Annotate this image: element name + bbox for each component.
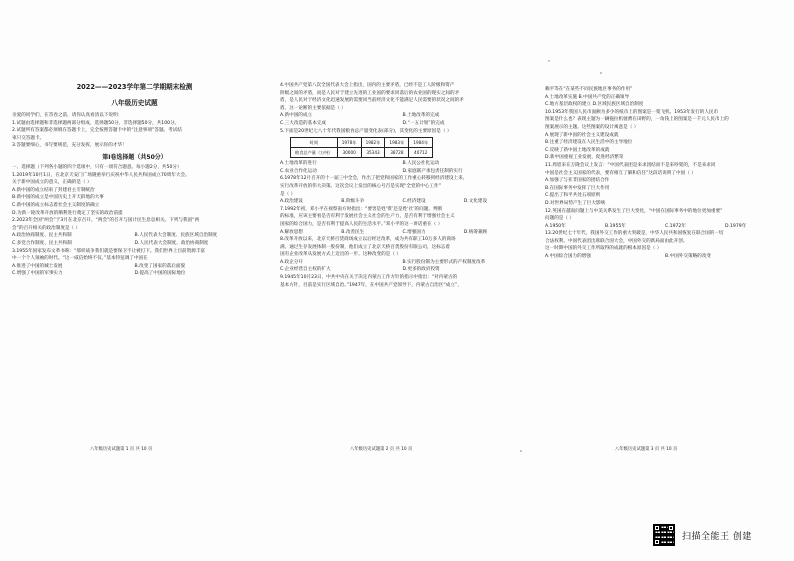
question-6-line: 实行改革开放的伟大决策。这次会议上发出的核心号召是实现“全党的中心工作”: [280, 183, 441, 189]
question-10-line: 图案展示的主题。这些图案的设计寓意是（ ）: [545, 124, 639, 130]
question-1: 1.2019年10月1日，在北京天安门广场隆重举行庆祝中华人民共和国成立70周年大会。: [12, 172, 190, 178]
table-cell: 时间: [291, 138, 338, 148]
notice-line: 束只交答题卡。: [12, 135, 45, 141]
question-13-line: 这一时期中国的外交工作所取得的成就的根本原因是（ ）: [545, 246, 662, 252]
option: B.人民公社化运动: [402, 161, 440, 167]
question-4-line: 4.中国共产党第八次全国代表大会上指出，国内的主要矛盾，已经不是工人阶级和资产: [280, 83, 455, 88]
question-7-line: 国家的综合国力，是否有利于提高人民的生活水平。”邓小平的这一讲话重在（ ）: [280, 221, 443, 227]
table-cell: 30000: [337, 148, 361, 158]
option: D.人民代表大会制度、政治协商制度: [134, 240, 209, 246]
option: B.中国外交策略的改变: [665, 254, 711, 260]
option: A.政治建设: [280, 199, 303, 205]
question-2-options: [12, 232, 257, 247]
table-cell: 1978年: [337, 138, 361, 148]
option: B.改善民生: [341, 229, 365, 235]
option: D.提高了中国的国际地位: [134, 271, 186, 277]
scan-speck: [548, 60, 550, 62]
option: C.增强国力: [402, 229, 426, 235]
option: A.中国综合国力的增强: [545, 254, 591, 260]
question-1-option: D.为新一轮改革开放的顺利进行奠定了坚实的政治前提: [12, 210, 123, 216]
table-row: [291, 148, 433, 158]
question-11-option: A.加强了与亚非国家的团结合作: [545, 178, 610, 184]
option: C.三大改造的基本完成: [280, 120, 327, 126]
page-1-column: [12, 82, 257, 442]
question-10-line: 图案是什么也？表现主题为一辆拖拉机驰骋在田野的，一角钱上的图案是一千元人民币上的: [545, 117, 729, 123]
section-title: 第Ⅰ卷选择题（共50分）: [102, 153, 167, 161]
question-4-line: 盾，是人民对于经济文化迅速发展的需要同当前经济文化不能满足人民需要的状况之间的矛: [280, 98, 464, 104]
table-cell: 40712: [409, 148, 433, 158]
question-2-cont: 会”的召开相关的政治制度是（ ）: [12, 225, 81, 231]
question-11-option: C.提出了和平共处五项原则: [545, 193, 601, 199]
scanner-label: 扫描全能王 创建: [682, 531, 752, 542]
option: A.1950年: [545, 223, 566, 229]
option: C.1972年: [665, 223, 686, 229]
option: B.阶级斗争: [341, 199, 365, 205]
question-13-options: [545, 253, 785, 261]
table-cell: 1983年: [385, 138, 409, 148]
question-12-line: 问题的是（ ）: [545, 216, 575, 222]
question-7-line: 7.1992年初，邓小平在视察南方时指出：“要害是姓‘资’还是姓‘社’的问题。判断: [280, 206, 443, 212]
question-10-option: C.反映了新中国土地改革的成就: [545, 147, 610, 153]
notice-line: 1.试题由选择题和非选择题两部分组成，选择题50分，非选择题50分，共100分。: [12, 120, 180, 126]
question-11-option: B.在国际事务中发挥了巨大作用: [545, 185, 610, 191]
option: D.“一五计划”的完成: [402, 120, 445, 126]
option: B.人民代表大会制度、民族区域自治制度: [134, 233, 218, 239]
question-5-options: [280, 160, 525, 175]
question-9-option-row: C.地方基层政权的建立 D.区域民族区域自治制度: [545, 102, 644, 108]
option: D.1979年: [725, 223, 747, 229]
question-1-option: A.新中国的成立结束了封建君主专制统治: [12, 187, 95, 193]
question-6-line: 6.1978年12月召开的十一届三中全会，作出了把党和国家的工作重心转移到经济建设上来、: [280, 176, 468, 182]
page-2-column: [280, 82, 525, 442]
option: C.经济建设: [402, 199, 426, 205]
question-8-line: 国有企业改革从发展方式上迈出的一步。这种改变的是（ ）: [280, 252, 401, 258]
option: D.家庭联产承包责任制的实行: [402, 168, 463, 174]
option: C.多党合作制度、民主共和制: [12, 240, 72, 246]
scanner-watermark: [653, 524, 752, 546]
question-9-option-row: A.土地改革实施 B.中国共产党的正确领导: [545, 94, 630, 100]
option: A.政企分开: [280, 259, 303, 265]
question-4-line: 阶级之间的矛盾，而是人民对于建立先进的工业国的要求同落后的农业国的现实之间的矛: [280, 90, 460, 96]
question-9-line: 9.1945年10月23日，中共中央在关于决定内蒙古工作方针的指示中指出：“对内蒙古的: [280, 275, 458, 281]
question-8-line: 满。通过生存发展体制一股份制，他们成立了北京天桥百货股份有限公司，这标志着: [280, 244, 450, 250]
question-5: 5.下面是20世纪七八十年代我国粮食总产量变化表(部分)，其变化的主要原因是（ ）: [280, 128, 452, 134]
page-footer: 八年级历史试题第 3 页 共 10 页: [615, 447, 678, 452]
option: B.1955年: [605, 223, 626, 229]
question-12-line: 12.英国在越南问题上与中美关系发生了巨大变化，“中国在国际事务中的地位更加重要”: [545, 208, 723, 214]
option: A.解放思想: [280, 229, 303, 235]
option: A.政治协商制度、民主共和制: [12, 233, 72, 239]
notice-line: 3.答题要细心，书写要规范，充分发挥，展示你的才华！: [12, 143, 127, 149]
question-6-options: [280, 198, 525, 206]
question-10-option: B.注重了经济建设在人民生活中的主导地位: [545, 140, 633, 146]
exam-notice: [12, 112, 257, 150]
exam-subtitle: 八年级历史试题: [111, 99, 158, 107]
question-1-cont: 关于新中国成立的意义，正确的是（ ）: [12, 180, 92, 186]
option: B.改变了国家的落后面貌: [134, 263, 186, 269]
question-3-options: [12, 263, 257, 278]
question-8-options: [280, 259, 525, 274]
question-9-line: 基本方针，目前是实行区域自治。”1947年，在中国共产党领导下，内蒙古自治区“成立”，: [280, 282, 462, 288]
question-10-option: D.新中国重视工业发展，促进经济繁荣: [545, 155, 624, 161]
question-10-line: 10.1953年我国人民币面额为多少的纸币上的图案是一架飞机。1953年发行的人民币: [545, 109, 719, 115]
table-cell: 1984年: [409, 138, 433, 148]
notice-line: 2.试题所有答案都必须填在答题卡上，完全按照答题卡中的“注意事项”答题。考试结: [12, 128, 182, 134]
notice-line: 亲爱的同学们，在答卷之前，请你认真看清以下说明：: [12, 113, 123, 118]
table-cell: 38728: [385, 148, 409, 158]
page-footer: 八年级历史试题第 1 页 共 10 页: [90, 447, 153, 452]
question-6-line: 是（ ）: [280, 191, 296, 197]
option: C.企业经营自主权的扩大: [280, 267, 331, 273]
table-row: [291, 138, 433, 148]
question-4-options: [280, 112, 525, 127]
page-3-column: [545, 86, 785, 446]
option: A.推进了中国的城士发展: [12, 263, 63, 269]
question-13-line: 合法权利。中国代表团出席联合国大会，中国外交的新局面由此开创。: [545, 238, 688, 244]
question-8-line: 8.改革开放以来，北京天桥百货商场成立以后经过改革，成为共有职工10万多人的商场: [280, 237, 456, 243]
option: C.农业合作化运动: [280, 168, 317, 174]
question-10-option: A.展现了新中国的社会主义建设成就: [545, 132, 619, 138]
grain-output-table: [290, 137, 433, 158]
option: A.土地改革的进行: [280, 161, 317, 167]
question-12-options: [545, 223, 785, 231]
exam-title: 2022——2023学年第二学期期末检测: [76, 83, 193, 91]
question-9-tail: 赖平等在“在某些不同民族地区事务的作用”: [545, 87, 633, 92]
option: A.新中国的成立: [280, 113, 313, 119]
option: D.文化建设: [463, 199, 488, 205]
question-1-option: C.新中国的成立标志着社会主义制度的确立: [12, 202, 100, 208]
option: D.统筹兼顾: [463, 229, 488, 235]
scan-speck: [520, 450, 522, 452]
question-11-line: 中国是社会主义国家的代表，要有相互了解和信任”这段话说明了中国（ ）: [545, 170, 696, 176]
table-cell: 粮食总产量（万吨）: [291, 148, 338, 158]
question-7-options: [280, 229, 525, 237]
question-3-cont: 中一个个人领袖的时代。“这一威信始终不仅。”基本特征调了中国在: [12, 256, 148, 262]
question-7-line: 的标准，应该主要看是否有利于发展社会主义社会的生产力，是否有利于增强社会主义: [280, 214, 455, 220]
question-1-option: B.新中国的成立是中国历史上开天辟地的大事: [12, 195, 104, 201]
question-11-option: D.对世界局势产生了巨大影响: [545, 200, 606, 206]
table-cell: 1982年: [361, 138, 385, 148]
page-footer: 八年级历史试题第 2 页 共 10 页: [350, 447, 413, 452]
question-11-line: 11.周恩来在万隆会议上发言：“中国代表团是来求团结而不是来吵架的，不是来求同: [545, 162, 716, 168]
option: B.实行股份制为主要形式的产权制度改革: [402, 259, 486, 265]
question-3: 3.1955年国家发布文革书称：“那样战争我们就是要保卫不让被打下。我们世界上目前资源丰富: [12, 248, 206, 254]
question-2: 2.2023年全国“两会”于3月在北京召开。“两会”的召开与国计民生息息相关。下列与我国“两: [12, 218, 200, 224]
section-rule: 一、选择题（下列各小题的四个选项中，只有一项符合题意。每小题2分，共50分）: [12, 164, 182, 170]
qr-code-icon: [653, 524, 675, 546]
scan-speck: [600, 72, 602, 74]
question-4-line: 盾。这一论断的主要依据是（ ）: [280, 105, 346, 111]
option: C.增强了中国的军事实力: [12, 271, 63, 277]
option: B.土地改革的完成: [402, 113, 440, 119]
question-13-line: 13.20世纪七十年代，我国外交工作的重大突破是，中华人民共和国恢复在联合国的一切: [545, 231, 724, 237]
table-cell: 35343: [361, 148, 385, 158]
option: D.更多的政府投资: [402, 267, 440, 273]
